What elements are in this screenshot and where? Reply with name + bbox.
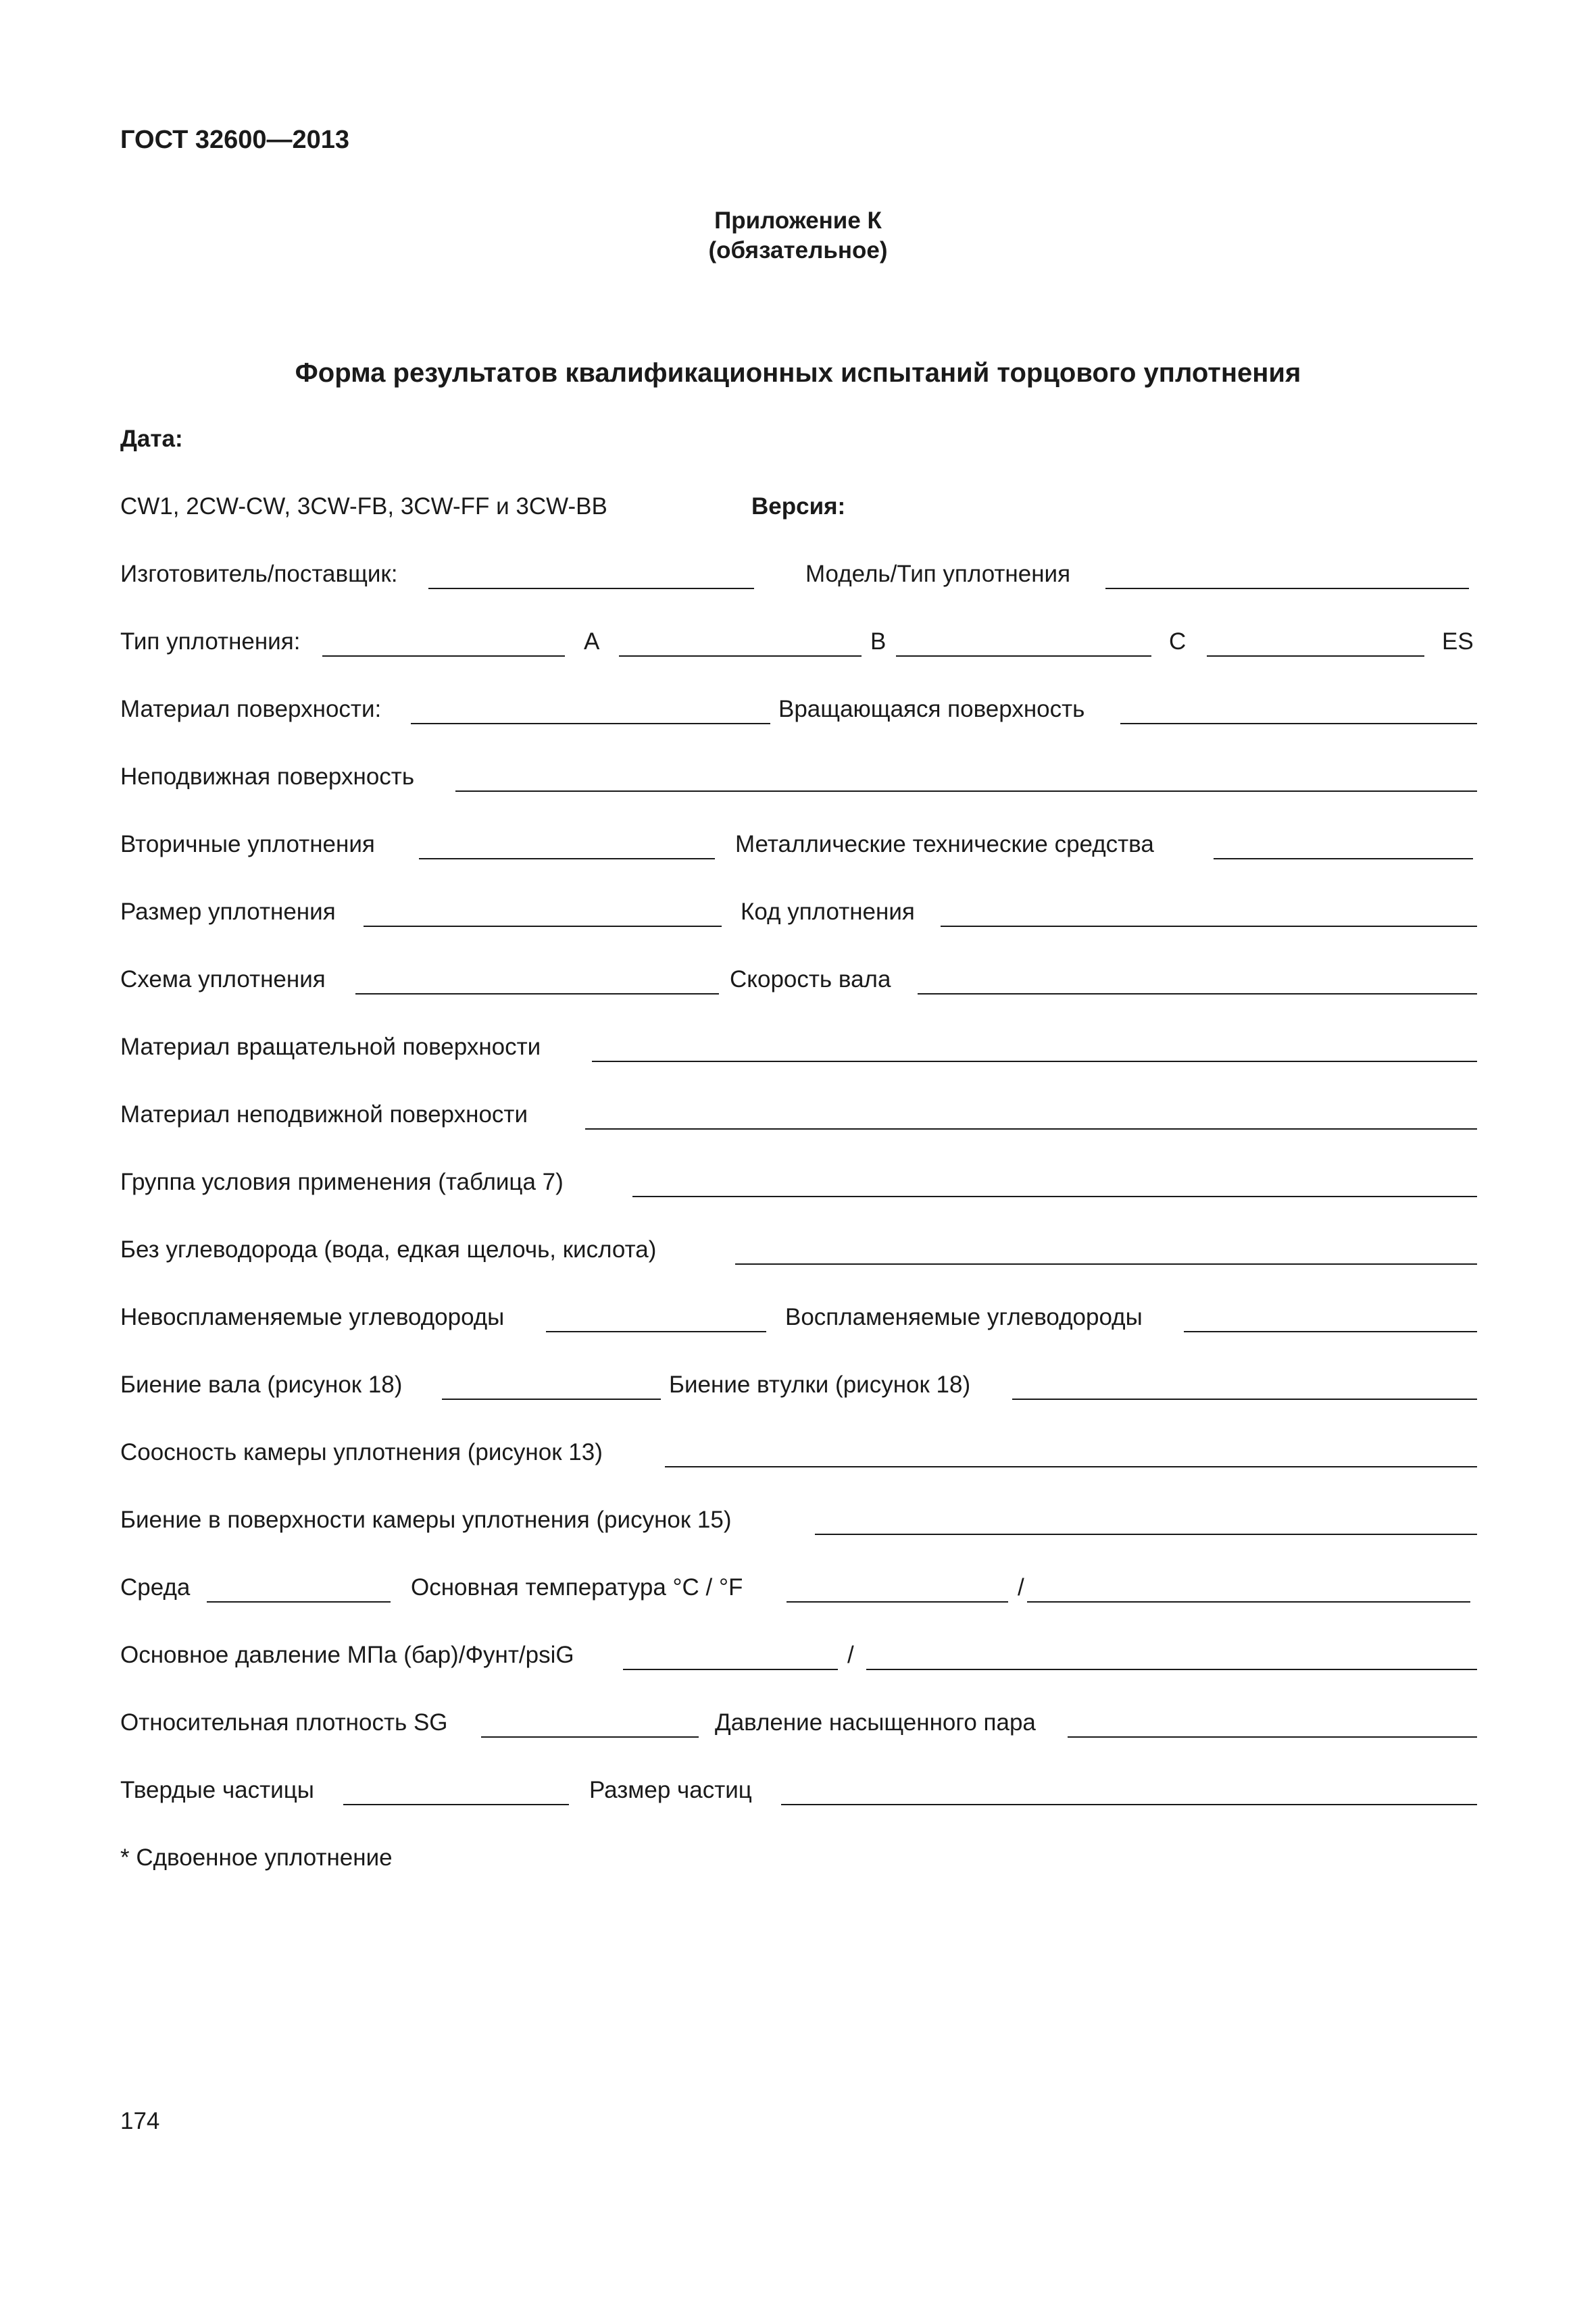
stationary-face-material-field[interactable] xyxy=(585,1128,1477,1130)
manufacturer-field[interactable] xyxy=(428,588,754,589)
seal-type-es-label: ES xyxy=(1442,628,1474,655)
vapor-pressure-label: Давление насыщенного пара xyxy=(715,1709,1036,1736)
vapor-pressure-field[interactable] xyxy=(1068,1736,1477,1738)
non-flammable-field[interactable] xyxy=(546,1331,766,1332)
rotating-face-material-label: Материал вращательной поверхности xyxy=(120,1034,541,1060)
medium-field[interactable] xyxy=(207,1601,391,1603)
model-type-label: Модель/Тип уплотнения xyxy=(805,561,1071,587)
standard-number: ГОСТ 32600—2013 xyxy=(120,126,350,154)
manufacturer-label: Изготовитель/поставщик: xyxy=(120,561,398,587)
application-group-label: Группа условия применения (таблица 7) xyxy=(120,1169,564,1195)
particle-size-label: Размер частиц xyxy=(589,1777,752,1803)
version-label: Версия: xyxy=(751,493,846,520)
chamber-concentricity-label: Соосность камеры уплотнения (рисунок 13) xyxy=(120,1439,603,1465)
face-material-field[interactable] xyxy=(411,723,770,724)
temperature-slash: / xyxy=(1018,1574,1024,1601)
seal-size-label: Размер уплотнения xyxy=(120,899,336,925)
solids-field[interactable] xyxy=(343,1804,569,1805)
footnote: * Сдвоенное уплотнение xyxy=(120,1844,393,1871)
temperature-f-field[interactable] xyxy=(1027,1601,1470,1603)
seal-type-a-label: A xyxy=(584,628,600,655)
chamber-concentricity-field[interactable] xyxy=(665,1466,1477,1467)
non-hydrocarbon-field[interactable] xyxy=(735,1263,1477,1265)
rotating-face-material-field[interactable] xyxy=(592,1061,1477,1062)
specific-gravity-field[interactable] xyxy=(481,1736,699,1738)
page-number: 174 xyxy=(120,2108,160,2134)
seal-type-b-label: B xyxy=(870,628,887,655)
chamber-face-runout-label: Биение в поверхности камеры уплотнения (рисунок 15) xyxy=(120,1507,732,1533)
non-hydrocarbon-label: Без углеводорода (вода, едкая щелочь, кислота) xyxy=(120,1236,657,1263)
particle-size-field[interactable] xyxy=(781,1804,1477,1805)
form-title: Форма результатов квалификационных испытаний торцового уплотнения xyxy=(295,358,1301,388)
sleeve-runout-label: Биение втулки (рисунок 18) xyxy=(669,1372,971,1398)
arrangements-label: CW1, 2CW-CW, 3CW-FB, 3CW-FF и 3CW-BB xyxy=(120,493,607,520)
stationary-face-material-label: Материал неподвижной поверхности xyxy=(120,1101,528,1128)
seal-plan-label: Схема уплотнения xyxy=(120,966,326,992)
date-label: Дата: xyxy=(120,426,183,452)
stationary-face-label: Неподвижная поверхность xyxy=(120,763,415,790)
seal-type-es-field[interactable] xyxy=(1207,655,1424,657)
seal-code-field[interactable] xyxy=(941,926,1477,927)
pressure-psig-field[interactable] xyxy=(866,1669,1477,1670)
metal-hardware-field[interactable] xyxy=(1214,858,1473,859)
rotating-face-field[interactable] xyxy=(1120,723,1477,724)
chamber-face-runout-field[interactable] xyxy=(815,1534,1477,1535)
base-temperature-label: Основная температура °C / °F xyxy=(411,1574,743,1601)
face-material-label: Материал поверхности: xyxy=(120,696,382,722)
secondary-seals-label: Вторичные уплотнения xyxy=(120,831,375,857)
shaft-speed-label: Скорость вала xyxy=(730,966,891,992)
seal-type-c-field[interactable] xyxy=(896,655,1151,657)
appendix-title: Приложение К xyxy=(714,207,882,234)
temperature-c-field[interactable] xyxy=(787,1601,1008,1603)
specific-gravity-label: Относительная плотность SG xyxy=(120,1709,448,1736)
medium-label: Среда xyxy=(120,1574,191,1601)
base-pressure-label: Основное давление МПа (бар)/Фунт/psiG xyxy=(120,1642,574,1668)
stationary-face-field[interactable] xyxy=(455,790,1477,792)
non-flammable-label: Невоспламеняемые углеводороды xyxy=(120,1304,505,1330)
application-group-field[interactable] xyxy=(632,1196,1477,1197)
solids-label: Твердые частицы xyxy=(120,1777,314,1803)
seal-type-label: Тип уплотнения: xyxy=(120,628,301,655)
seal-plan-field[interactable] xyxy=(355,993,719,995)
pressure-slash: / xyxy=(847,1642,854,1668)
seal-size-field[interactable] xyxy=(364,926,722,927)
flammable-field[interactable] xyxy=(1184,1331,1477,1332)
secondary-seals-field[interactable] xyxy=(419,858,715,859)
appendix-status: (обязательное) xyxy=(708,237,888,263)
seal-code-label: Код уплотнения xyxy=(741,899,915,925)
shaft-speed-field[interactable] xyxy=(918,993,1477,995)
shaft-runout-field[interactable] xyxy=(442,1399,661,1400)
flammable-label: Воспламеняемые углеводороды xyxy=(785,1304,1143,1330)
rotating-face-label: Вращающаяся поверхность xyxy=(778,696,1085,722)
seal-type-c-label: C xyxy=(1169,628,1187,655)
pressure-mpa-field[interactable] xyxy=(623,1669,838,1670)
seal-type-b-field[interactable] xyxy=(619,655,862,657)
sleeve-runout-field[interactable] xyxy=(1012,1399,1477,1400)
shaft-runout-label: Биение вала (рисунок 18) xyxy=(120,1372,403,1398)
seal-type-a-field[interactable] xyxy=(322,655,565,657)
model-type-field[interactable] xyxy=(1105,588,1469,589)
metal-hardware-label: Металлические технические средства xyxy=(735,831,1154,857)
